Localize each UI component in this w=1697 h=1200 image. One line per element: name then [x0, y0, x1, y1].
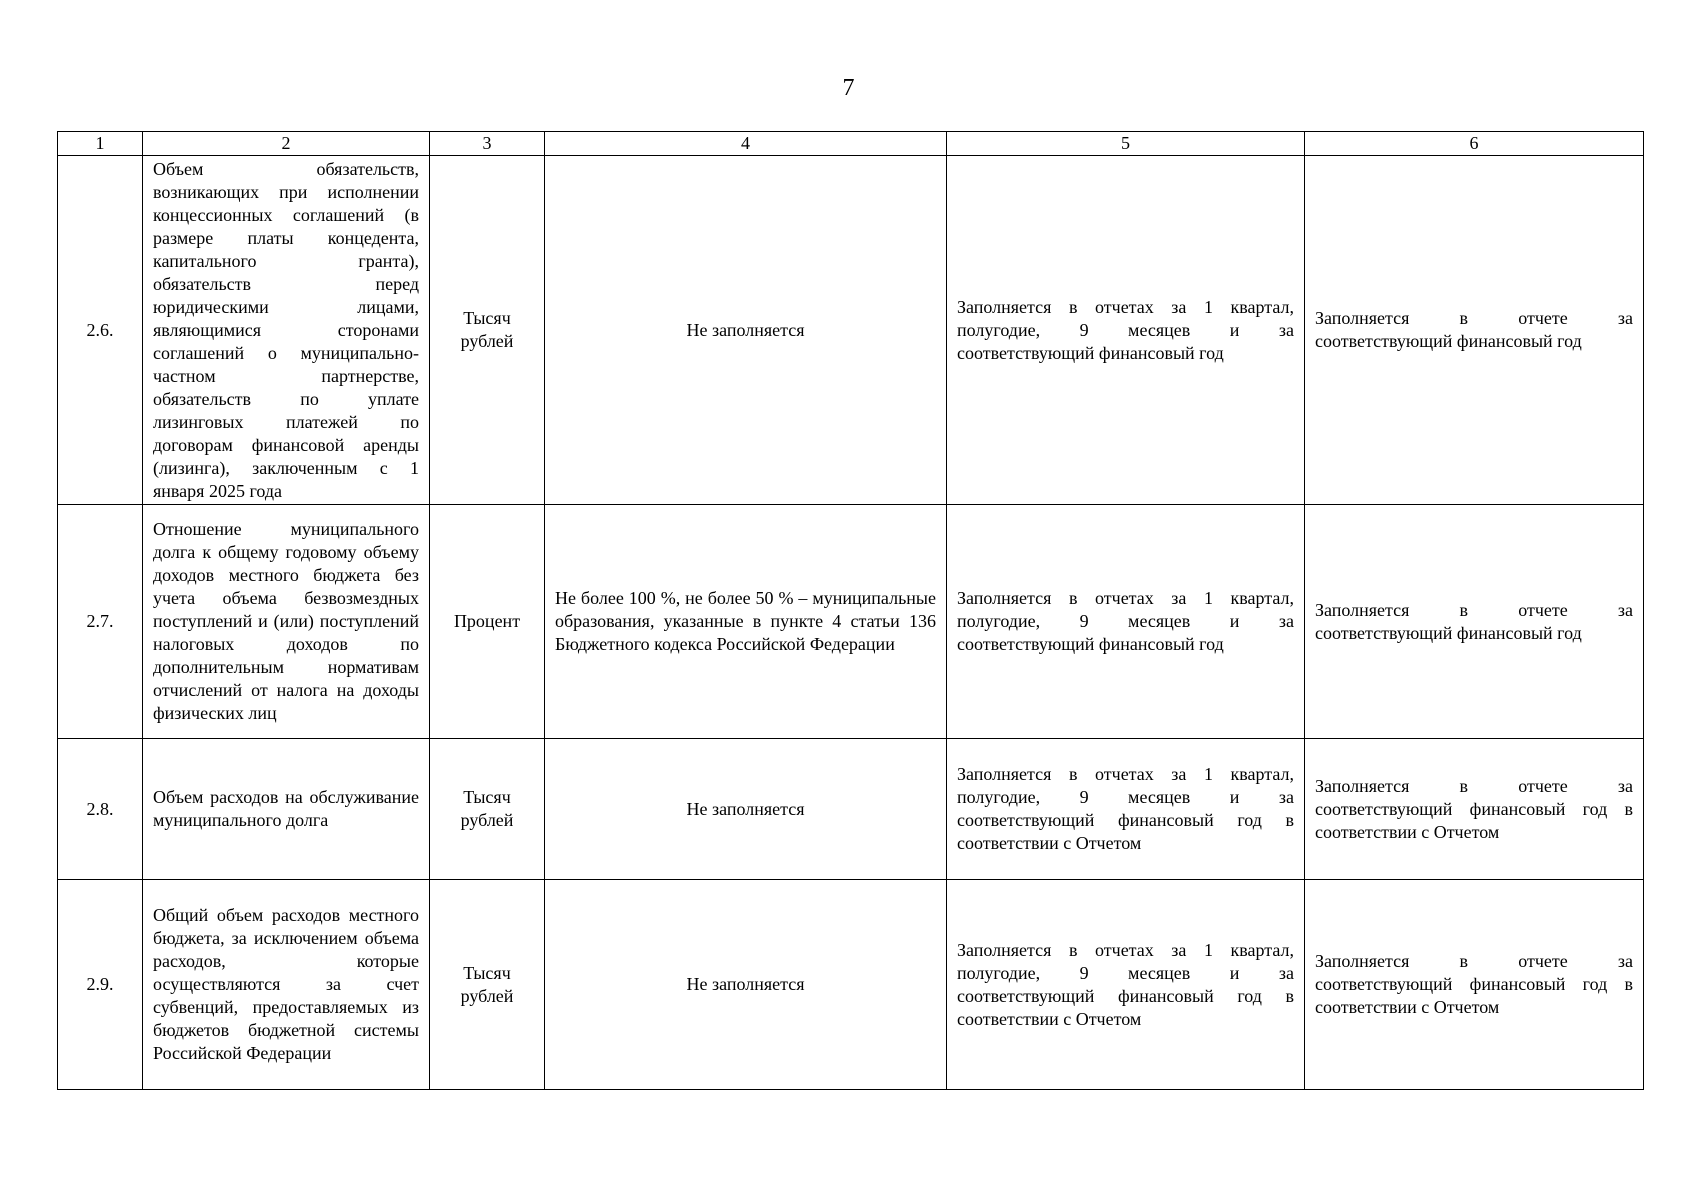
column-header-4: 4	[545, 132, 947, 156]
indicator-name: Объем обязательств, возникающих при исполнении концессионных соглашений (в размере платы концедента, капитального гранта), обязательств перед юридическими лицами, являющимися сторонами соглашений о муниципально-частном партнерстве, обязательств по уплате лизинговых платежей по договорам финансовой аренды (лизинга), заключенным с 1 января 2025 года	[143, 156, 430, 505]
column-5-value: Заполняется в отчетах за 1 квартал, полугодие, 9 месяцев и за соответствующий финансовый год	[947, 156, 1305, 505]
column-4-value: Не более 100 %, не более 50 % – муниципальные образования, указанные в пункте 4 статьи 136 Бюджетного кодекса Российской Федерации	[545, 505, 947, 739]
column-6-value: Заполняется в отчете за соответствующий финансовый год	[1305, 156, 1644, 505]
column-5-value: Заполняется в отчетах за 1 квартал, полугодие, 9 месяцев и за соответствующий финансовый год в соответствии с Отчетом	[947, 880, 1305, 1090]
row-number: 2.8.	[58, 739, 143, 880]
table-row	[58, 880, 1644, 1090]
column-header-1: 1	[58, 132, 143, 156]
column-6-value: Заполняется в отчете за соответствующий финансовый год	[1305, 505, 1644, 739]
row-number: 2.7.	[58, 505, 143, 739]
table-row	[58, 739, 1644, 880]
column-5-value: Заполняется в отчетах за 1 квартал, полугодие, 9 месяцев и за соответствующий финансовый год в соответствии с Отчетом	[947, 739, 1305, 880]
unit-of-measure: Тысяч рублей	[430, 739, 545, 880]
column-4-value: Не заполняется	[545, 880, 947, 1090]
indicator-name: Объем расходов на обслуживание муниципального долга	[143, 739, 430, 880]
table-row	[58, 156, 1644, 505]
indicator-name: Общий объем расходов местного бюджета, за исключением объема расходов, которые осуществляются за счет субвенций, предоставляемых из бюджетов бюджетной системы Российской Федерации	[143, 880, 430, 1090]
page-number: 7	[842, 75, 855, 101]
indicator-name: Отношение муниципального долга к общему годовому объему доходов местного бюджета без учета объема безвозмездных поступлений и (или) поступлений налоговых доходов по дополнительным нормативам отчислений от налога на доходы физических лиц	[143, 505, 430, 739]
column-6-value: Заполняется в отчете за соответствующий финансовый год в соответствии с Отчетом	[1305, 880, 1644, 1090]
column-5-value: Заполняется в отчетах за 1 квартал, полугодие, 9 месяцев и за соответствующий финансовый год	[947, 505, 1305, 739]
column-header-5: 5	[947, 132, 1305, 156]
column-header-6: 6	[1305, 132, 1644, 156]
column-header-2: 2	[143, 132, 430, 156]
unit-of-measure: Тысяч рублей	[430, 156, 545, 505]
row-number: 2.6.	[58, 156, 143, 505]
indicators-table	[57, 131, 1644, 1090]
column-6-value: Заполняется в отчете за соответствующий финансовый год в соответствии с Отчетом	[1305, 739, 1644, 880]
unit-of-measure: Процент	[430, 505, 545, 739]
column-number-row	[58, 132, 1644, 156]
unit-of-measure: Тысяч рублей	[430, 880, 545, 1090]
row-number: 2.9.	[58, 880, 143, 1090]
column-4-value: Не заполняется	[545, 156, 947, 505]
column-4-value: Не заполняется	[545, 739, 947, 880]
column-header-3: 3	[430, 132, 545, 156]
table-row	[58, 505, 1644, 739]
